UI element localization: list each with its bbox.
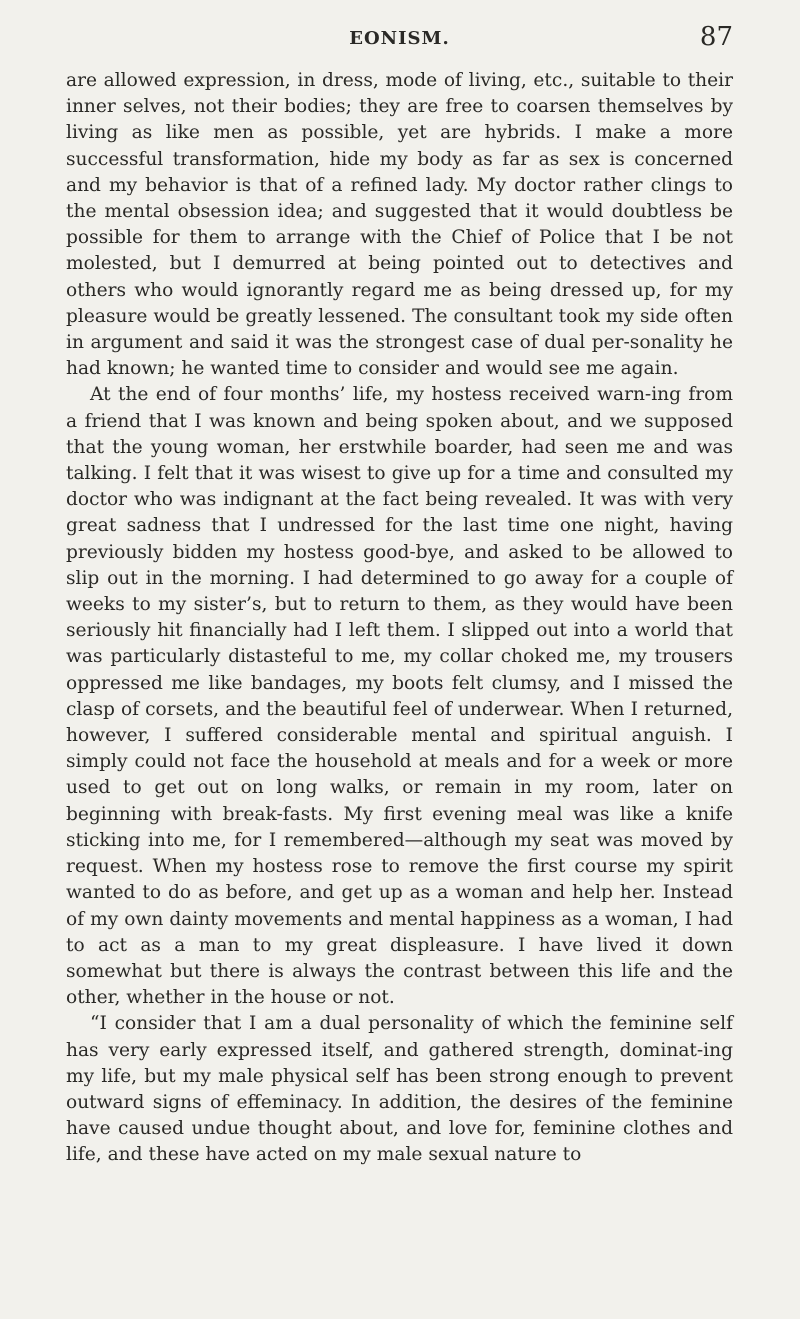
page-number: 87 bbox=[699, 22, 733, 52]
running-title: EONISM. bbox=[349, 28, 450, 49]
running-head bbox=[66, 20, 733, 54]
paragraph: “I consider that I am a dual personality of which the feminine self has very early expressed itself, and gathered strength, dominat-ing my life, but my male physical self has been strong enough to prevent outward signs of effeminacy. In addition, the desires of the feminine have caused undue thought about, and love for, feminine clothes and life, and these have acted on my male sexual nature to bbox=[66, 1013, 733, 1166]
paragraph: At the end of four months’ life, my hostess received warn-ing from a friend that I was known and being spoken about, and we supposed that the young woman, her erstwhile boarder, had seen me and was talking. I felt that it was wisest to give up for a time and consulted my doctor who was indignant at the fact being revealed. It was with very great sadness that I undressed for the last time one night, having previously bidden my hostess good-bye, and asked to be allowed to slip out in the morning. I had determined to go away for a couple of weeks to my sister’s, but to return to them, as they would have been seriously hit financially had I left them. I slipped out into a world that was particularly distasteful to me, my collar choked me, my trousers oppressed me like bandages, my boots felt clumsy, and I missed the clasp of corsets, and the beautiful feel of underwear. When I returned, however, I suffered considerable mental and spiritual anguish. I simply could not face the household at meals and for a week or more used to get out on long walks, or remain in my room, later on beginning with break-fasts. My first evening meal was like a knife sticking into me, for I remembered—although my seat was moved by request. When my hostess rose to remove the first course my spirit wanted to do as before, and get up as a woman and help her. Instead of my own dainty movements and mental happiness as a woman, I had to act as a man to my great displeasure. I have lived it down somewhat but there is always the contrast between this life and the other, whether in the house or not. bbox=[66, 384, 733, 1009]
body-text bbox=[66, 68, 733, 1169]
paragraph-continued: are allowed expression, in dress, mode of living, etc., suitable to their inner selves, not their bodies; they are free to coarsen themselves by living as like men as possible, yet are hybrids. I make a more successful transformation, hide my body as far as sex is concerned and my behavior is that of a refined lady. My doctor rather clings to the mental obsession idea; and suggested that it would doubtless be possible for them to arrange with the Chief of Police that I be not molested, but I demurred at being pointed out to detectives and others who would ignorantly regard me as being dressed up, for my pleasure would be greatly lessened. The consultant took my side often in argument and said it was the strongest case of dual per-sonality he had known; he wanted time to consider and would see me again. bbox=[66, 70, 733, 380]
